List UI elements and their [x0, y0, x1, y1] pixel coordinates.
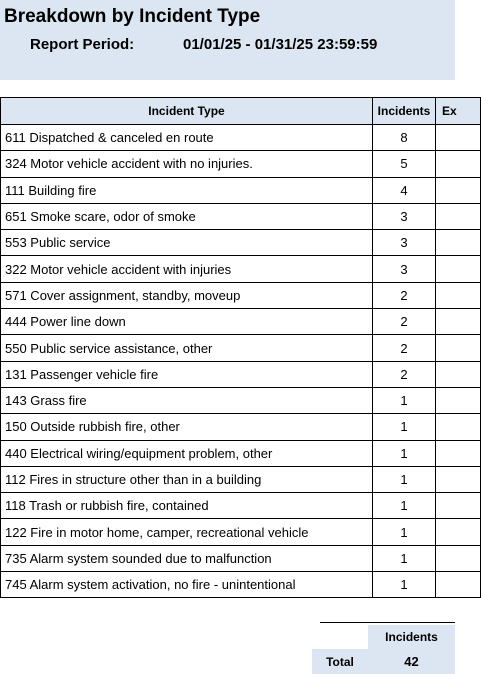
incident-count-cell: 3	[373, 256, 436, 282]
incident-count-cell: 1	[373, 387, 436, 413]
incident-type-cell: 440 Electrical wiring/equipment problem, other	[1, 440, 373, 466]
total-divider	[320, 622, 455, 623]
extra-cell	[436, 230, 481, 256]
table-row	[1, 440, 481, 466]
table-row	[1, 361, 481, 387]
table-row	[1, 125, 481, 151]
incident-type-cell: 735 Alarm system sounded due to malfunction	[1, 545, 373, 571]
extra-cell	[436, 440, 481, 466]
report-period-label: Report Period:	[30, 36, 135, 53]
extra-cell	[436, 256, 481, 282]
report-period-value: 01/01/25 - 01/31/25 23:59:59	[183, 36, 378, 53]
extra-cell	[436, 125, 481, 151]
total-incidents-header: Incidents	[368, 625, 455, 649]
table-row	[1, 203, 481, 229]
table-row	[1, 335, 481, 361]
extra-cell	[436, 177, 481, 203]
incident-count-cell: 1	[373, 466, 436, 492]
incident-type-cell: 150 Outside rubbish fire, other	[1, 414, 373, 440]
incident-type-cell: 444 Power line down	[1, 309, 373, 335]
extra-cell	[436, 519, 481, 545]
incident-type-cell: 111 Building fire	[1, 177, 373, 203]
incident-count-cell: 2	[373, 335, 436, 361]
table-row	[1, 256, 481, 282]
incident-type-cell: 611 Dispatched & canceled en route	[1, 125, 373, 151]
incident-type-cell: 550 Public service assistance, other	[1, 335, 373, 361]
incident-table	[0, 97, 481, 598]
incident-table-container	[0, 97, 455, 598]
table-row	[1, 545, 481, 571]
extra-cell	[436, 387, 481, 413]
table-row	[1, 387, 481, 413]
extra-cell	[436, 466, 481, 492]
incident-type-cell: 571 Cover assignment, standby, moveup	[1, 282, 373, 308]
extra-cell	[436, 545, 481, 571]
incident-type-cell: 118 Trash or rubbish fire, contained	[1, 493, 373, 519]
extra-cell	[436, 361, 481, 387]
incident-count-cell: 5	[373, 151, 436, 177]
table-row	[1, 493, 481, 519]
column-header-incidents: Incidents	[373, 98, 436, 125]
incident-count-cell: 2	[373, 309, 436, 335]
table-row	[1, 572, 481, 598]
incident-count-cell: 8	[373, 125, 436, 151]
table-row	[1, 309, 481, 335]
incident-count-cell: 2	[373, 282, 436, 308]
table-row	[1, 282, 481, 308]
page-title: Breakdown by Incident Type	[4, 6, 261, 27]
extra-cell	[436, 151, 481, 177]
incident-count-cell: 1	[373, 572, 436, 598]
table-body	[1, 125, 481, 598]
table-row	[1, 177, 481, 203]
column-header-extra: Ex	[436, 98, 481, 125]
extra-cell	[436, 493, 481, 519]
incident-count-cell: 1	[373, 545, 436, 571]
incident-type-cell: 322 Motor vehicle accident with injuries	[1, 256, 373, 282]
incident-type-cell: 745 Alarm system activation, no fire - unintentional	[1, 572, 373, 598]
column-header-incident-type: Incident Type	[1, 98, 373, 125]
incident-count-cell: 3	[373, 230, 436, 256]
table-header-row	[1, 98, 481, 125]
extra-cell	[436, 335, 481, 361]
incident-count-cell: 2	[373, 361, 436, 387]
extra-cell	[436, 414, 481, 440]
extra-cell	[436, 282, 481, 308]
incident-type-cell: 553 Public service	[1, 230, 373, 256]
incident-count-cell: 3	[373, 203, 436, 229]
incident-count-cell: 1	[373, 519, 436, 545]
table-row	[1, 230, 481, 256]
incident-type-cell: 324 Motor vehicle accident with no injuries.	[1, 151, 373, 177]
incident-type-cell: 131 Passenger vehicle fire	[1, 361, 373, 387]
incident-count-cell: 1	[373, 440, 436, 466]
table-row	[1, 151, 481, 177]
table-row	[1, 519, 481, 545]
incident-type-cell: 112 Fires in structure other than in a building	[1, 466, 373, 492]
incident-count-cell: 1	[373, 493, 436, 519]
extra-cell	[436, 572, 481, 598]
table-row	[1, 414, 481, 440]
extra-cell	[436, 203, 481, 229]
incident-count-cell: 1	[373, 414, 436, 440]
extra-cell	[436, 309, 481, 335]
total-value: 42	[368, 649, 455, 674]
report-header	[0, 0, 455, 80]
total-label: Total	[312, 649, 368, 674]
incident-count-cell: 4	[373, 177, 436, 203]
incident-type-cell: 143 Grass fire	[1, 387, 373, 413]
incident-type-cell: 122 Fire in motor home, camper, recreational vehicle	[1, 519, 373, 545]
table-row	[1, 466, 481, 492]
incident-type-cell: 651 Smoke scare, odor of smoke	[1, 203, 373, 229]
